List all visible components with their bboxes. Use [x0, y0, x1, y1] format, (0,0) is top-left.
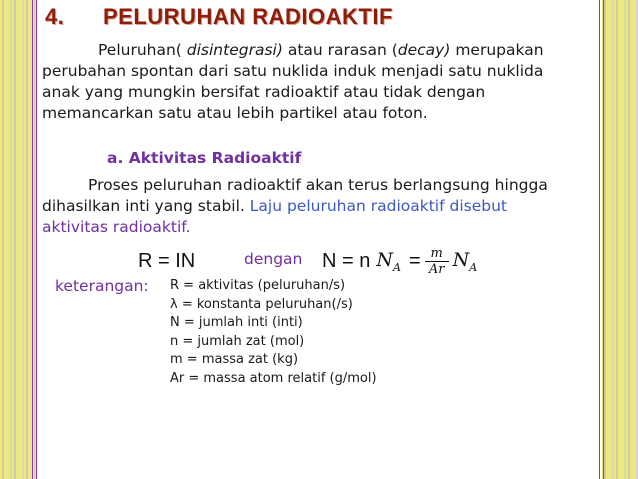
formula-equals: =	[408, 249, 421, 272]
intro-line-2: perubahan spontan dari satu nuklida induk menjadi satu nuklida	[42, 62, 544, 80]
intro-line-3: anak yang mungkin bersifat radioaktif atau tidak dengan	[42, 83, 486, 101]
keterangan-item: λ = konstanta peluruhan(/s)	[170, 296, 353, 312]
title-number: 4.	[45, 4, 65, 29]
keterangan-item: m = massa zat (kg)	[170, 352, 299, 368]
intro-line-4: memancarkan satu atau lebih partikel atau foton.	[42, 104, 428, 122]
keterangan-item: N = jumlah inti (inti)	[170, 315, 303, 331]
section-a-line-3: aktivitas radioaktif.	[42, 218, 191, 236]
slide-title	[45, 4, 393, 30]
activity-formula: R = IN	[138, 250, 196, 272]
intro-line-1: Peluruhan( disintegrasi) atau rarasan (decay) merupakan	[98, 41, 544, 59]
formula-na-1: $N_A$	[376, 248, 401, 274]
keterangan-item: R = aktivitas (peluruhan/s)	[170, 278, 346, 293]
formula-na-2: $N_A$	[452, 248, 478, 274]
keterangan-label: keterangan:	[55, 277, 149, 295]
fraction-denominator: Ar	[428, 261, 445, 277]
title-text: PELURUHAN RADIOAKTIF	[103, 4, 393, 29]
keterangan-list	[170, 277, 377, 389]
nuclei-formula	[322, 244, 477, 278]
section-a-heading: a. Aktivitas Radioaktif	[107, 149, 302, 167]
dengan-label: dengan	[244, 250, 303, 268]
formula-n-lhs: N = n	[322, 249, 371, 272]
section-a-line-2: dihasilkan inti yang stabil. Laju peluruhan radioaktif disebut	[42, 197, 507, 215]
left-border-stripes	[0, 0, 36, 479]
fraction-numerator: m	[430, 245, 443, 261]
keterangan-item: n = jumlah zat (mol)	[170, 333, 305, 349]
formula-fraction	[425, 246, 449, 277]
definition-text: Laju peluruhan radioaktif disebut	[249, 197, 507, 215]
intro-paragraph	[42, 40, 604, 124]
section-a-line-1: Proses peluruhan radioaktif akan terus berlangsung hingga	[88, 176, 548, 194]
keterangan-item: Ar = massa atom relatif (g/mol)	[170, 370, 377, 386]
left-frame-line-inner	[36, 0, 37, 479]
section-a-paragraph	[42, 175, 604, 238]
right-border-stripes	[602, 0, 638, 479]
left-frame-line	[32, 0, 33, 479]
